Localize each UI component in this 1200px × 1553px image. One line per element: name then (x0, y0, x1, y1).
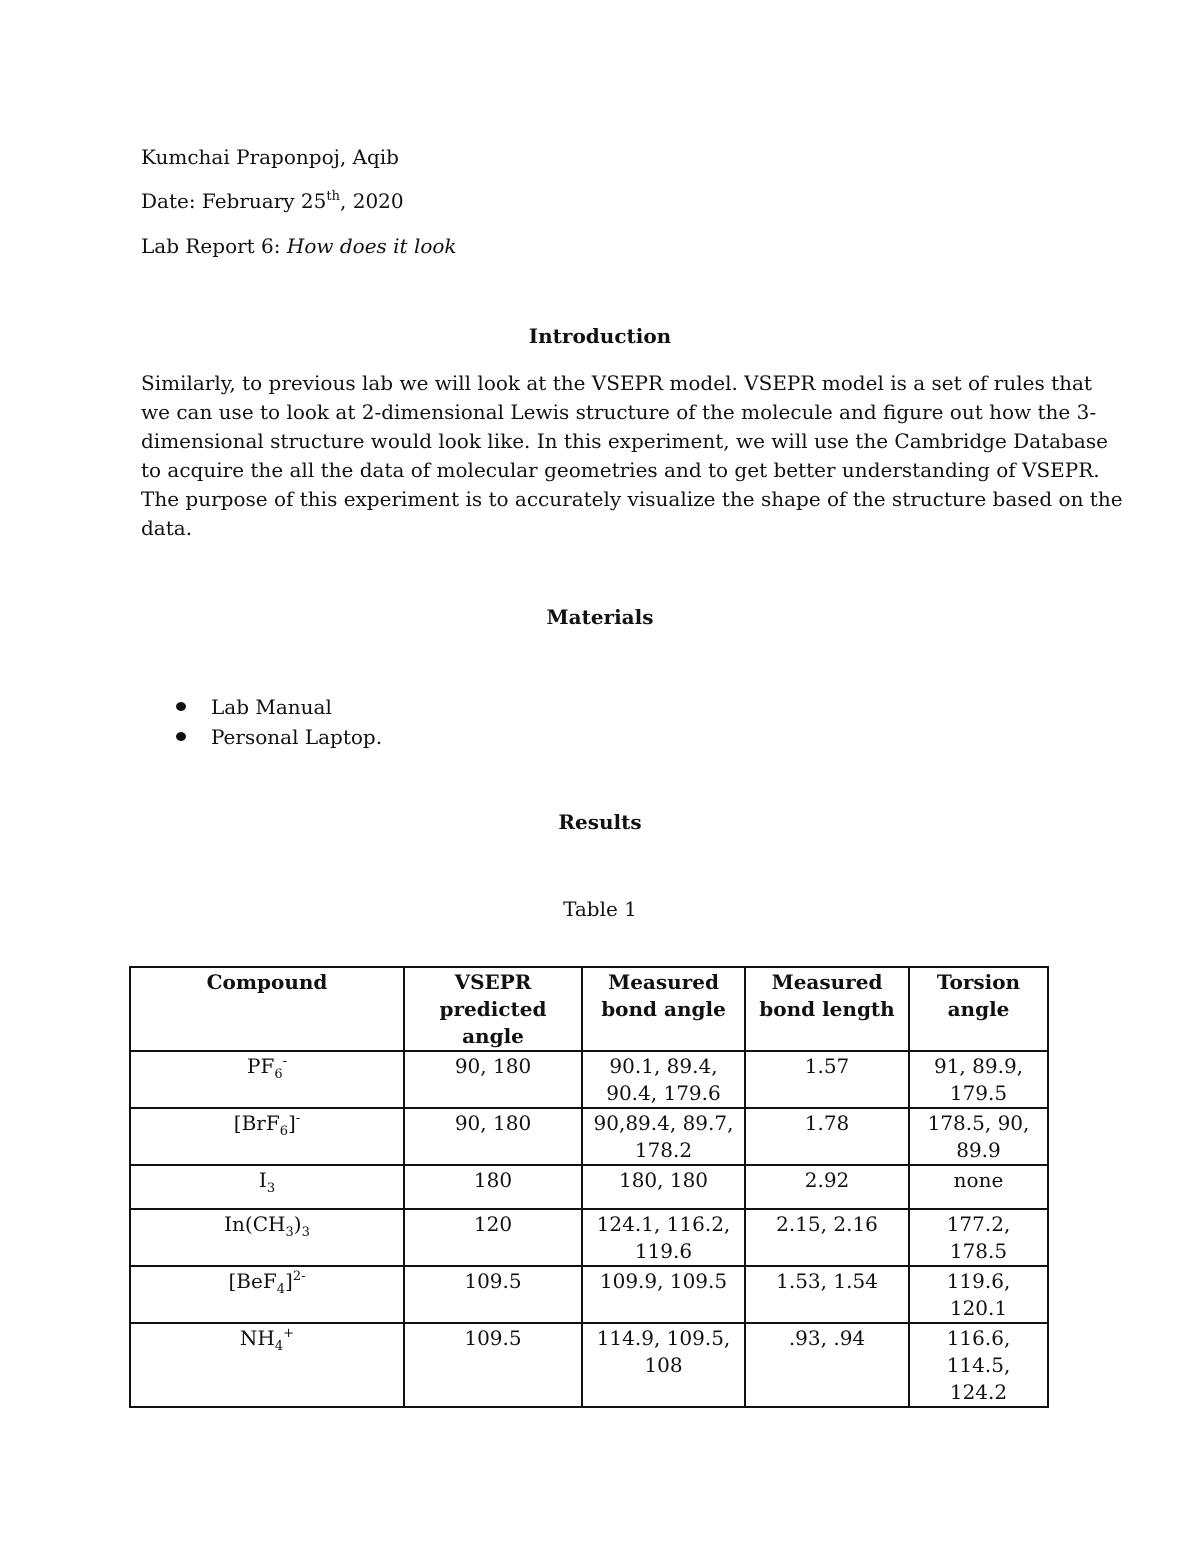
bond-angle-cell: 180, 180 (582, 1165, 745, 1209)
report-prefix: Lab Report 6: (141, 234, 287, 258)
torsion-cell: none (909, 1165, 1048, 1209)
table-row (130, 1209, 1048, 1266)
results-heading: Results (558, 810, 642, 834)
materials-list (141, 692, 382, 752)
torsion-cell: 177.2, 178.5 (909, 1209, 1048, 1266)
bond-length-cell: 1.53, 1.54 (745, 1266, 909, 1323)
column-header-torsion: Torsion angle (909, 967, 1048, 1051)
bond-angle-cell: 90,89.4, 89.7, 178.2 (582, 1108, 745, 1165)
date-label: Date: February 25 (141, 189, 327, 213)
column-header-bond-length: Measured bond length (745, 967, 909, 1051)
bullet-icon (176, 732, 186, 741)
table-row (130, 1266, 1048, 1323)
column-header-compound: Compound (130, 967, 404, 1051)
bond-angle-cell: 109.9, 109.5 (582, 1266, 745, 1323)
bond-length-cell: 2.15, 2.16 (745, 1209, 909, 1266)
table-row (130, 1165, 1048, 1209)
vsepr-cell: 109.5 (404, 1323, 582, 1407)
compound-cell: [BrF$_6$]- (130, 1108, 404, 1165)
table-row (130, 1323, 1048, 1407)
paragraph-line: dimensional structure would look like. In this experiment, we will use the Cambridge Database (141, 429, 1108, 453)
compound-cell: $I_3$ (130, 1165, 404, 1209)
list-item (141, 722, 382, 752)
list-item (141, 692, 382, 722)
table-header-row (130, 967, 1048, 1051)
paragraph-line: data. (141, 516, 193, 540)
report-title: How does it look (286, 234, 457, 258)
compound-cell: $In(CH_3)_3$ (130, 1209, 404, 1266)
material-label: Personal Laptop. (211, 725, 383, 749)
table-row (130, 1051, 1048, 1108)
authors-line: Kumchai Praponpoj, Aqib (141, 145, 399, 169)
compound-cell: $NH_4^+$ (130, 1323, 404, 1407)
vsepr-cell: 180 (404, 1165, 582, 1209)
paragraph-line: to acquire the all the data of molecular geometries and to get better understanding of VSEPR. (141, 458, 1100, 482)
torsion-cell: 91, 89.9, 179.5 (909, 1051, 1048, 1108)
bond-length-cell: .93, .94 (745, 1323, 909, 1407)
vsepr-cell: 120 (404, 1209, 582, 1266)
compound-cell: $PF_6^-$ (130, 1051, 404, 1108)
report-title-line (141, 234, 457, 258)
torsion-cell: 119.6, 120.1 (909, 1266, 1048, 1323)
column-header-vsepr: VSEPR predicted angle (404, 967, 582, 1051)
introduction-paragraph (141, 369, 1123, 543)
material-label: Lab Manual (211, 695, 332, 719)
table-caption: Table 1 (563, 897, 637, 921)
torsion-cell: 116.6, 114.5, 124.2 (909, 1323, 1048, 1407)
results-table (129, 966, 1049, 1408)
vsepr-cell: 90, 180 (404, 1051, 582, 1108)
column-header-bond-angle: Measured bond angle (582, 967, 745, 1051)
torsion-cell: 178.5, 90, 89.9 (909, 1108, 1048, 1165)
paragraph-line: The purpose of this experiment is to accurately visualize the shape of the structure based on the (141, 487, 1123, 511)
vsepr-cell: 90, 180 (404, 1108, 582, 1165)
paragraph-line: we can use to look at 2-dimensional Lewis structure of the molecule and figure out how the 3- (141, 400, 1097, 424)
date-year: , 2020 (340, 189, 404, 213)
bond-angle-cell: 90.1, 89.4, 90.4, 179.6 (582, 1051, 745, 1108)
compound-cell: $[BeF_4]^{2-}$ (130, 1266, 404, 1323)
bond-angle-cell: 124.1, 116.2, 119.6 (582, 1209, 745, 1266)
bond-length-cell: 2.92 (745, 1165, 909, 1209)
date-suffix: th (326, 189, 340, 204)
materials-heading: Materials (546, 605, 654, 629)
introduction-heading: Introduction (528, 324, 672, 348)
paragraph-line: Similarly, to previous lab we will look at the VSEPR model. VSEPR model is a set of rules that (141, 371, 1092, 395)
vsepr-cell: 109.5 (404, 1266, 582, 1323)
bullet-icon (176, 702, 186, 711)
bond-angle-cell: 114.9, 109.5, 108 (582, 1323, 745, 1407)
bond-length-cell: 1.57 (745, 1051, 909, 1108)
date-line (141, 189, 404, 213)
bond-length-cell: 1.78 (745, 1108, 909, 1165)
table-row (130, 1108, 1048, 1165)
